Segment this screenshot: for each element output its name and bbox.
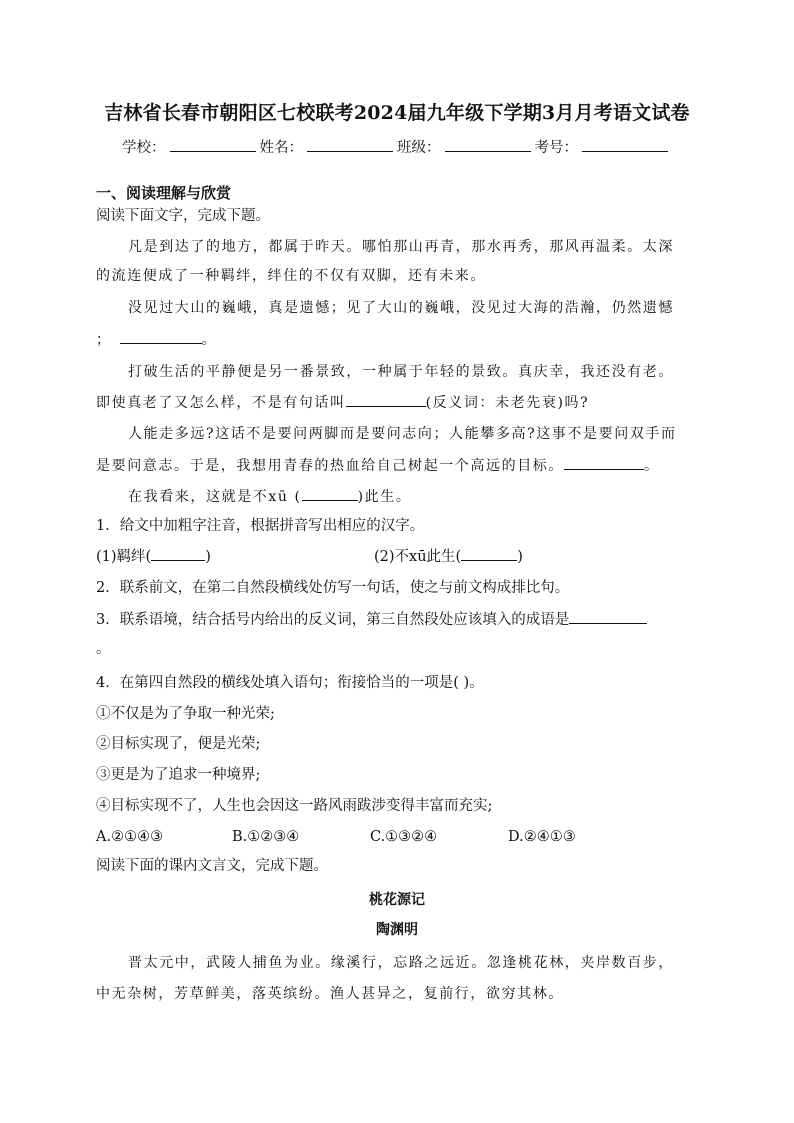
passage-line: 在我看来，这就是不xū ( )此生。 <box>128 486 412 507</box>
name-label: 姓名： <box>259 140 303 156</box>
section-heading: 一、阅读理解与欣赏 <box>96 184 232 202</box>
question-1-part-1: (1)羁绊( ) <box>96 546 211 567</box>
passage-line: 凡是到达了的地方，都属于昨天。哪怕那山再青，那水再秀，那风再温柔。太深 <box>128 239 674 255</box>
question-4: 4．在第四自然段的横线处填入语句；衔接恰当的一项是( )。 <box>96 675 484 691</box>
choice-c[interactable]: C.①③②④ <box>370 829 438 845</box>
class-blank[interactable] <box>445 137 531 152</box>
question-1: 1．给文中加粗字注音，根据拼音写出相应的汉字。 <box>96 518 425 534</box>
answer-blank[interactable] <box>120 329 202 344</box>
sentence-option: ②目标实现了，便是光荣; <box>96 736 261 752</box>
answer-blank[interactable] <box>569 609 647 624</box>
school-blank[interactable] <box>170 137 256 152</box>
sentence-option: ①不仅是为了争取一种光荣; <box>96 706 275 722</box>
exam-no-label: 考号： <box>534 140 578 156</box>
classical-author: 陶渊明 <box>376 922 418 938</box>
passage-line: 人能走多远?这话不是要问两脚而是要问志向；人能攀多高?这事不是要问双手而 <box>128 426 677 442</box>
choice-a[interactable]: A.②①④③ <box>96 829 164 845</box>
answer-blank[interactable] <box>151 546 205 561</box>
classical-line: 中无杂树，芳草鲜美，落英缤纷。渔人甚异之，复前行，欲穷其林。 <box>96 986 564 1002</box>
question-3-end: 。 <box>96 641 111 657</box>
student-info-line <box>0 137 794 158</box>
exam-no-blank[interactable] <box>582 137 668 152</box>
reading-instruction-2: 阅读下面的课内文言文，完成下题。 <box>96 858 328 874</box>
passage-line: 打破生活的平静便是另一番景致，一种属于年轻的景致。真庆幸，我还没有老。 <box>128 364 674 380</box>
passage-line: 的流连便成了一种羁绊，绊住的不仅有双脚，还有未来。 <box>96 268 486 284</box>
reading-instruction: 阅读下面文字，完成下题。 <box>96 208 270 224</box>
choice-d[interactable]: D.②④①③ <box>508 829 576 845</box>
answer-blank[interactable] <box>302 486 358 501</box>
classical-title: 桃花源记 <box>369 892 425 908</box>
classical-line: 晋太元中，武陵人捕鱼为业。缘溪行，忘路之远近。忽逢桃花林，夹岸数百步， <box>128 955 674 971</box>
question-3: 3．联系语境，结合括号内给出的反义词，第三自然段处应该填入的成语是 <box>96 609 647 630</box>
question-1-part-2: (2)不xū此生( ) <box>374 546 523 567</box>
class-label: 班级： <box>397 140 441 156</box>
answer-blank[interactable] <box>564 455 644 470</box>
answer-blank[interactable] <box>461 546 517 561</box>
school-label: 学校： <box>122 140 166 156</box>
passage-line: 即使真老了又怎么样，不是有句话叫 (反义词：未老先衰)吗? <box>96 392 589 413</box>
page-title: 吉林省长春市朝阳区七校联考2024届九年级下学期3月月考语文试卷 <box>104 102 690 124</box>
name-blank[interactable] <box>307 137 393 152</box>
sentence-option: ③更是为了追求一种境界; <box>96 767 261 783</box>
passage-line: 是要问意志。于是，我想用青春的热血给自己树起一个高远的目标。 。 <box>96 455 660 476</box>
question-2: 2．联系前文，在第二自然段横线处仿写一句话，使之与前文构成排比句。 <box>96 580 570 596</box>
passage-line: 没见过大山的巍峨，真是遗憾；见了大山的巍峨，没见过大海的浩瀚，仍然遗憾 <box>128 300 674 316</box>
choice-b[interactable]: B.①②③④ <box>232 829 300 845</box>
sentence-option: ④目标实现不了，人生也会因这一路风雨跋涉变得丰富而充实; <box>96 798 493 814</box>
passage-line: ； 。 <box>96 329 217 350</box>
answer-blank[interactable] <box>346 392 426 407</box>
